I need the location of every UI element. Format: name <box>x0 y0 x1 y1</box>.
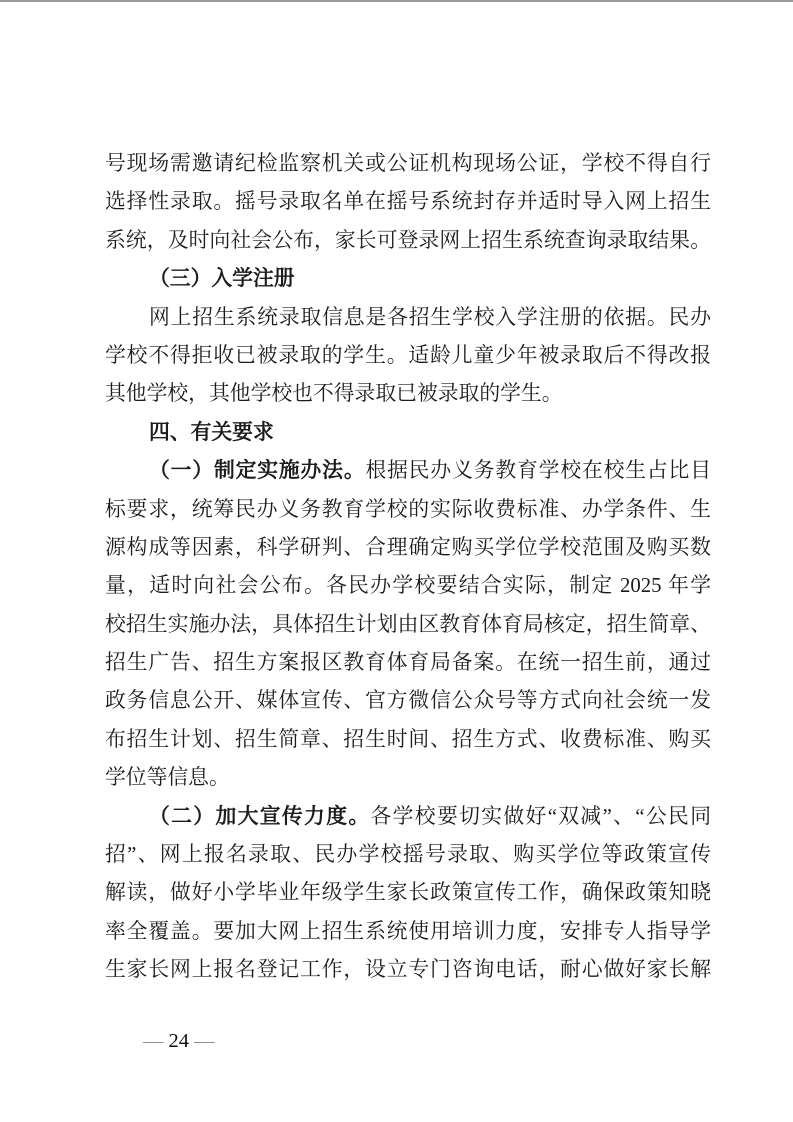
body-line: 布招生计划、招生简章、招生时间、招生方式、收费标准、购买 <box>105 727 711 751</box>
subsection-heading: （三）入学注册 <box>149 267 295 291</box>
body-line: 率全覆盖。要加大网上招生系统使用培训力度，安排专人指导学 <box>105 919 711 943</box>
document-body <box>105 145 711 990</box>
body-line: 号现场需邀请纪检监察机关或公证机构现场公证，学校不得自行 <box>105 152 711 175</box>
body-line: 解读，做好小学毕业年级学生家长政策宣传工作，确保政策知晓 <box>105 881 711 905</box>
body-line <box>105 798 711 836</box>
body-line: 学位等信息。 <box>105 766 230 790</box>
body-line: 其他学校，其他学校也不得录取已被录取的学生。 <box>105 382 563 406</box>
body-line: 招”、网上报名录取、民办学校摇号录取、购买学位等政策宣传 <box>105 843 711 867</box>
body-line: 源构成等因素，科学研判、合理确定购买学位学校范围及购买数 <box>105 535 711 559</box>
page-number <box>141 1026 217 1056</box>
body-text: 根据民办义务教育学校在校生占比目 <box>365 459 712 483</box>
body-line: 选择性录取。摇号录取名单在摇号系统封存并适时导入网上招生 <box>105 190 711 214</box>
body-line: 系统，及时向社会公布，家长可登录网上招生系统查询录取结果。 <box>105 228 711 252</box>
body-line: 网上招生系统录取信息是各招生学校入学注册的依据。民办 <box>149 305 711 329</box>
page-top-edge <box>0 0 793 2</box>
body-line: 招生广告、招生方案报区教育体育局备案。在统一招生前，通过 <box>105 651 711 675</box>
section-heading: 四、有关要求 <box>149 420 274 444</box>
footer-dash-right: — <box>194 1030 215 1052</box>
body-line: 校招生实施办法，具体招生计划由区教育体育局核定，招生简章、 <box>105 612 711 636</box>
body-line: 政务信息公开、媒体宣传、官方微信公众号等方式向社会统一发 <box>105 689 711 713</box>
paragraph-lead: （一）制定实施办法。 <box>149 459 366 483</box>
footer-dash-left: — <box>143 1030 164 1052</box>
body-line: 生家长网上报名登记工作，设立专门咨询电话，耐心做好家长解 <box>105 958 711 982</box>
body-line <box>105 452 711 490</box>
body-text: 各学校要切实做好“双减”、“公民同 <box>370 804 711 828</box>
body-line: 量，适时向社会公布。各民办学校要结合实际，制定 2025 年学 <box>105 574 711 598</box>
body-line: 标要求，统筹民办义务教育学校的实际收费标准、办学条件、生 <box>105 497 711 521</box>
paragraph-lead: （二）加大宣传力度。 <box>149 804 371 828</box>
page-number-value: 24 <box>168 1030 189 1052</box>
body-line: 学校不得拒收已被录取的学生。适龄儿童少年被录取后不得改报 <box>105 343 711 367</box>
